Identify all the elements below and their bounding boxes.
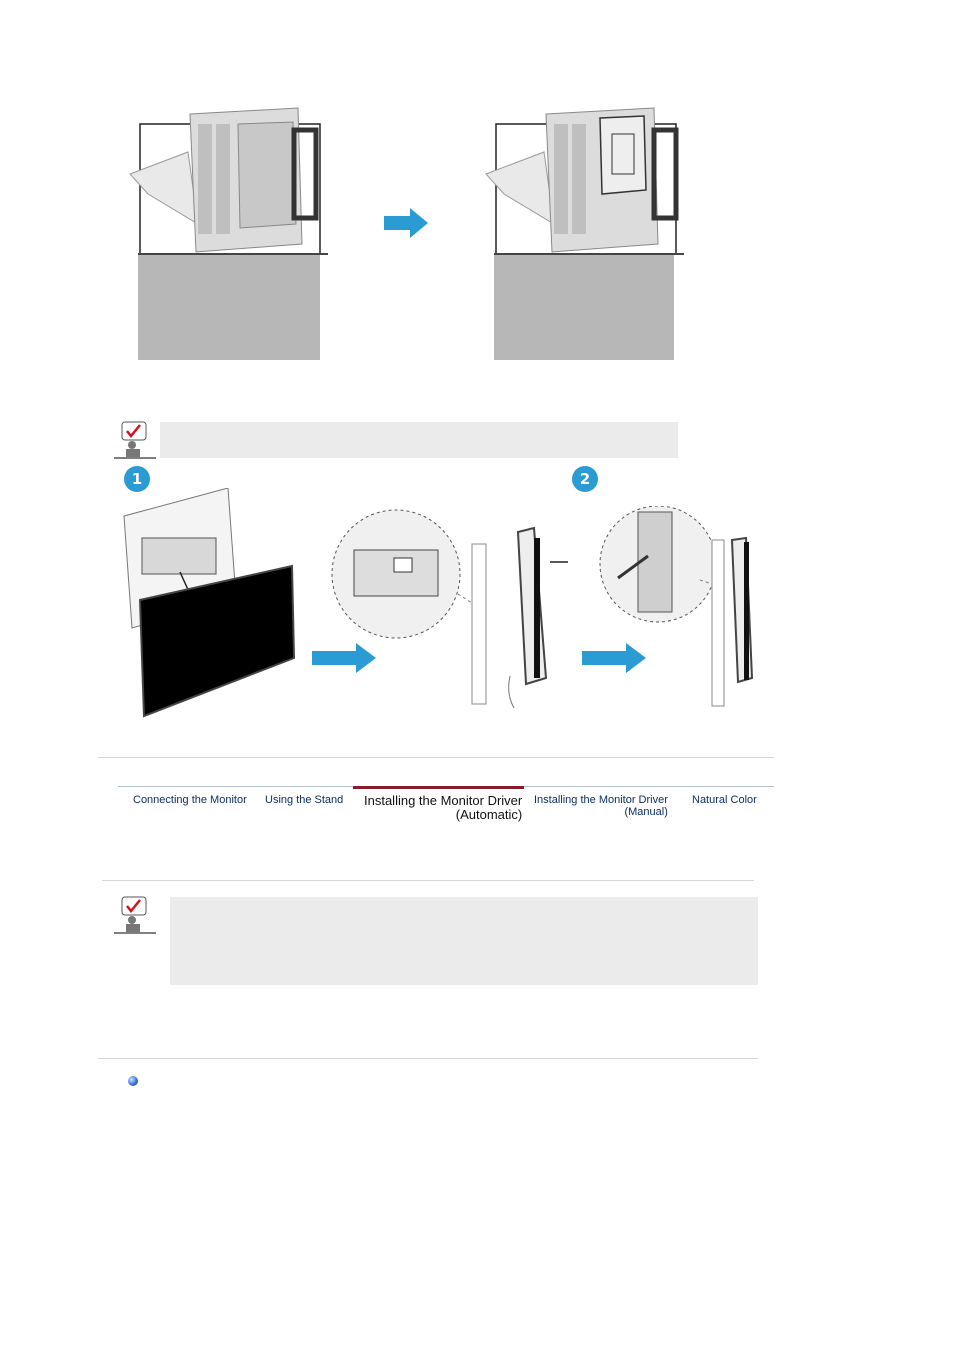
wall-mount-hook-figure (330, 498, 578, 714)
note-box-2 (170, 897, 758, 985)
tab-installing-driver-manual[interactable] (534, 794, 668, 818)
tab-label: Connecting the Monitor (133, 794, 247, 806)
monitor-back-figure-left (128, 104, 338, 364)
note-checkmark-icon (112, 420, 158, 460)
tab-label: Installing the Monitor Driver (364, 793, 523, 808)
tab-label: Natural Color (692, 794, 757, 806)
wall-mount-screw-figure (596, 506, 766, 714)
tab-label: Using the Stand (265, 794, 344, 806)
tab-active-indicator (353, 786, 524, 789)
tab-label-sub: (Manual) (624, 806, 668, 818)
tab-installing-driver-automatic[interactable] (364, 794, 522, 822)
tab-using-the-stand[interactable] (265, 794, 343, 806)
right-arrow-icon (384, 208, 428, 238)
tab-connecting-the-monitor[interactable] (133, 794, 247, 806)
divider-bottom (98, 1058, 758, 1059)
tab-natural-color[interactable] (692, 794, 757, 806)
tab-label: Installing the Monitor Driver (534, 794, 668, 806)
monitor-back-figure-right (484, 104, 694, 364)
note-checkmark-icon-2 (112, 895, 158, 935)
step-badge-1: 1 (124, 466, 150, 492)
tab-label-sub: (Automatic) (455, 807, 523, 822)
divider-middle (102, 880, 754, 881)
note-box (160, 422, 678, 458)
bullet-icon (128, 1076, 138, 1086)
section-nav (118, 786, 774, 826)
divider-top (98, 757, 774, 758)
step-badge-2: 2 (572, 466, 598, 492)
wall-mount-step1-figure (118, 488, 308, 720)
